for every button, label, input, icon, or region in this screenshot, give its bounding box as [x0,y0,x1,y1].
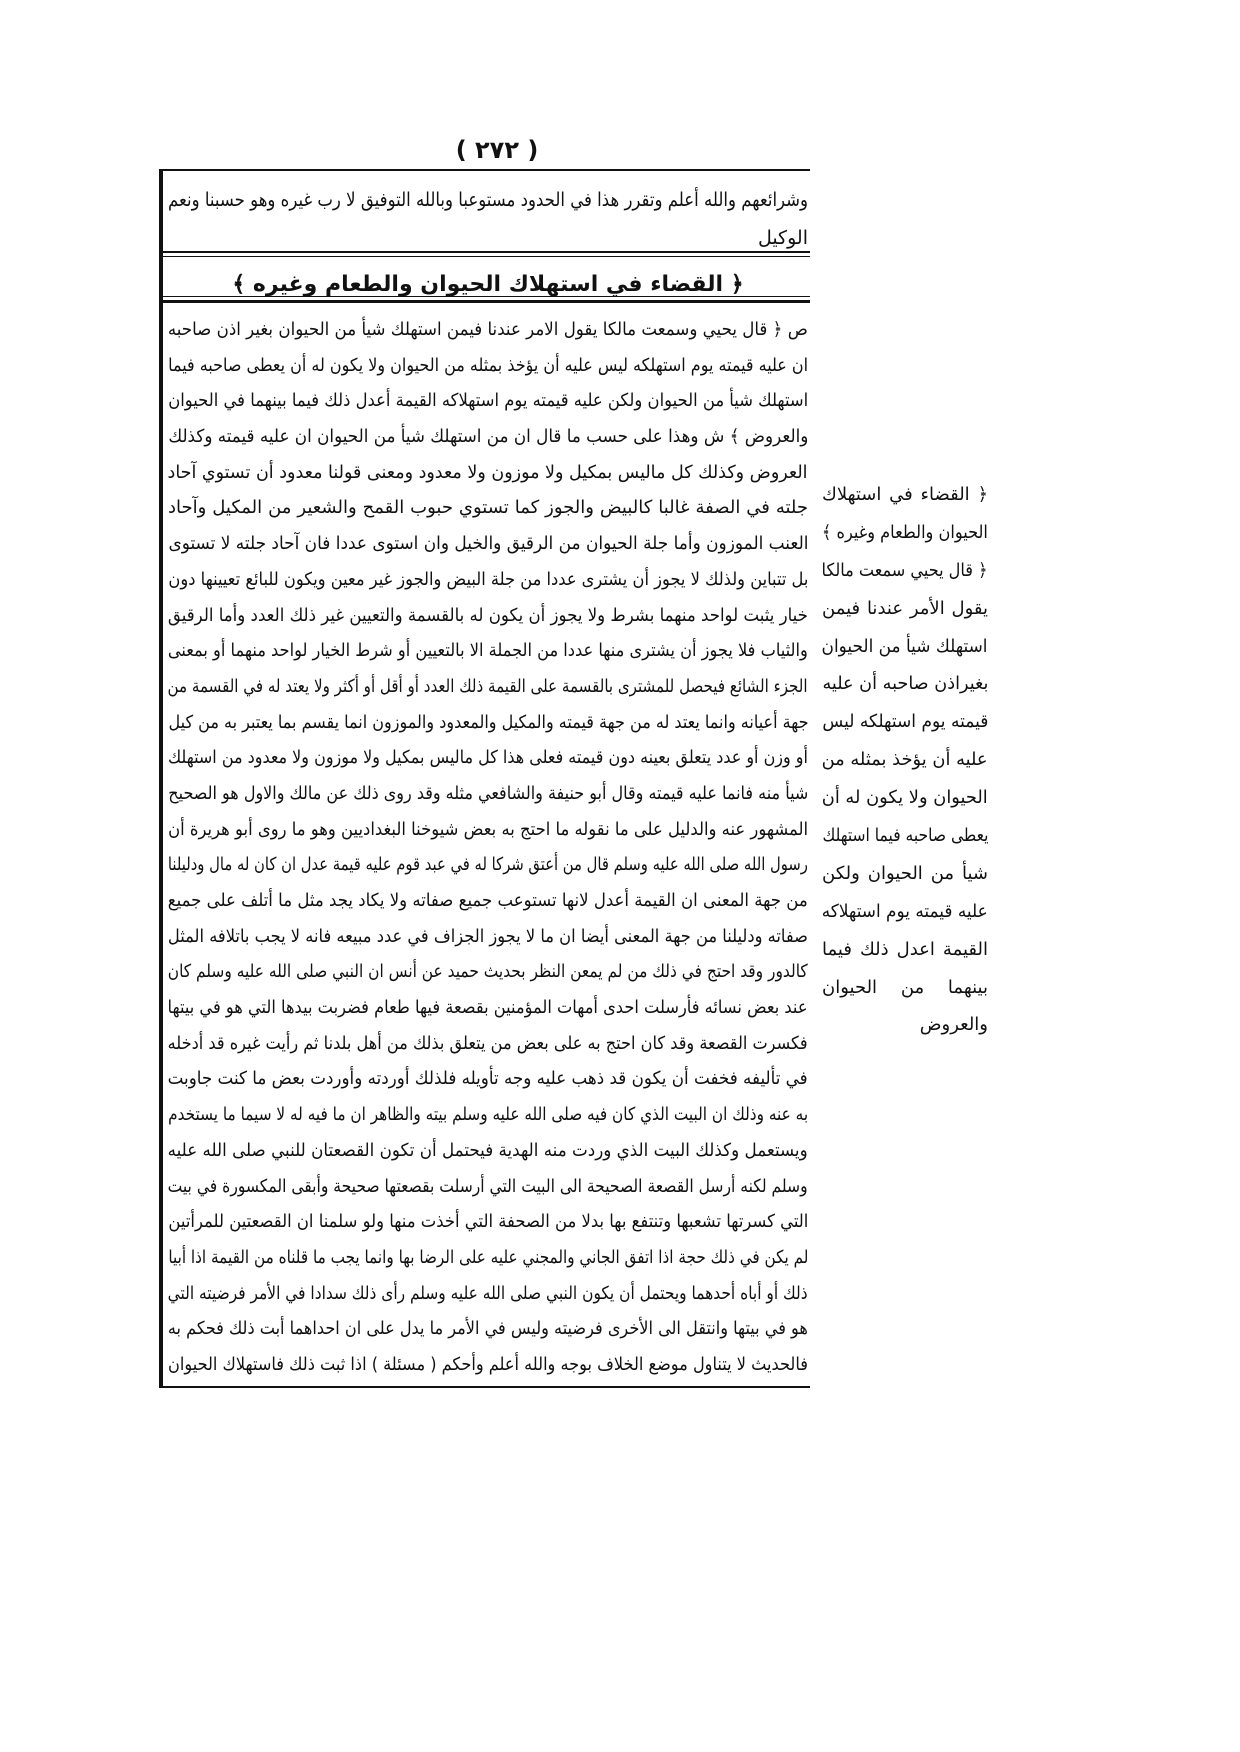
body-line-text: ان عليه قيمته يوم استهلكه ليس عليه أن يؤخذ بمثله من الحيوان ولا يكون له أن يعطى صاحبه فيما [168,354,808,376]
margin-note-line [822,628,988,666]
margin-note-text: يقول الأمر عندنا فيمن [822,597,988,619]
margin-note-text: عليه أن يؤخذ بمثله من [822,749,988,771]
body-line-text: فالحديث لا يتناول موضع الخلاف بوجه والله أعلم وأحكم ( مسئلة ) اذا ثبت ذلك فاستهلاك الحيوان [168,1353,808,1375]
margin-note-line [822,703,988,741]
body-line-text: العنب الموزون وأما جلة الحيوان من الرقيق والخيل وان استوى عددا فان آحاد جلته لا تستوى [168,533,808,555]
body-line [168,348,808,384]
body-line-text: خيار يثبت لواحد منهما بشرط ولا يجوز أن يكون له بالقسمة والتعيين غير ذلك العدد وأما الرقيق [168,604,808,626]
margin-note-line [822,590,988,628]
body-line-text: جهة أعيانه وانما يعتد له من جهة قيمته والمكيل والمعدود والموزون انما يقسم بما يعتبر به من كيل [168,711,808,733]
body-line-text: بل تتباين ولذلك لا يجوز أن يشترى عددا من جلة البيض والجوز غير معين ويكون للبائع تعيينها دون [168,568,808,590]
intro-paragraph [168,181,808,257]
body-line-text: العروض وكذلك كل ماليس بمكيل ولا موزون ولا معدود ومعنى قولنا معدود أن تستوي آحاد [168,461,808,483]
body-line-text: استهلك شيأ من الحيوان ولكن عليه قيمته يوم استهلاكه القيمة أعدل ذلك فيما بينهما في الحيوان [168,390,808,412]
margin-note-line [822,476,988,514]
margin-note-text: الحيوان ولا يكون له أن [822,787,988,809]
margin-note-line [822,855,988,893]
intro-line-text: الوكيل [757,227,808,249]
body-line [168,312,808,348]
margin-note-text: بغيراذن صاحبه أن عليه [822,673,988,695]
body-line-text: جلته في الصفة غالبا كالبيض والجوز كما تستوي حبوب القمح والشعير من المكيل وآحاد [168,497,808,519]
body-line-text: شيأ منه فانما عليه قيمته وقال أبو حنيفة والشافعي مثله وقد روى ذلك عن مالك والاول هو الصحيح [168,782,808,804]
body-line-text: والثياب فلا يجوز أن يشترى منها عددا من الجملة الا بالتعيين أو شرط الخيار لواحد منهما أو بمعنى [168,640,808,662]
margin-notes [822,476,988,1044]
margin-note-line [822,969,988,1007]
margin-note-text: ﴿ القضاء في استهلاك [822,484,988,505]
margin-note-text: القيمة اعدل ذلك فيما [822,938,988,960]
body-line [168,954,808,990]
body-line-text: التي كسرتها تشعبها وتنتفع بها بدلا من الصحفة التي أخذت منها ولو سلمنا ان القصعتين للمرأتين [168,1211,808,1233]
body-line [168,1311,808,1347]
intro-line [168,219,808,257]
body-line-text: فكسرت القصعة وقد كان احتج به على بعض من يتعلق بذلك من أهل بلدنا ثم رأيت غيره قد أدخله [168,1032,808,1054]
body-line-text: به عنه وذلك ان البيت الذي كان فيه صلى الله عليه وسلم بيته والظاهر ان ما فيه له لا سيما ما يستخدم [168,1104,808,1126]
body-line-text: أو وزن أو عدد يتعلق بعينه دون قيمته فعلى هذا كل ماليس بمكيل ولا موزون ولا معدود من استهلك [168,747,808,769]
margin-note-line [822,893,988,931]
body-line-text: من جهة المعنى ان القيمة أعدل لانها تستوعب جميع صفاته ولا يكاد يجد مثل ما أتلف على جميع [168,890,808,911]
body-line-text: لم يكن في ذلك حجة اذا اتفق الجاني والمجني عليه على الرضا بها وانما يجب ما قلناه من القيمة اذا أبيا [168,1246,808,1268]
margin-note-text: عليه قيمته يوم استهلاكه [822,900,988,922]
margin-note-text: الحيوان والطعام وغيره ﴾ [822,521,988,543]
body-line [168,490,808,526]
margin-note-line [822,1006,988,1044]
margin-note-line [822,514,988,552]
body-line-text: وسلم لكنه أرسل القصعة الصحيحة الى البيت التي أرسلت بقصعتها صحيحة وأبقى المكسورة في بيت [168,1175,808,1197]
margin-note-text: استهلك شيأ من الحيوان [822,635,988,657]
body-line-text: كالدور وقد احتج في ذلك من لم يمعن النظر بحديث حميد عن أنس ان النبي صلى الله عليه وسلم كان [168,961,808,983]
body-line-text: ويستعمل وكذلك البيت الذي وردت منه الهدية فيحتمل أن تكون القصعتان للنبي صلى الله عليه [168,1139,808,1161]
body-line [168,383,808,419]
margin-note-line [822,665,988,703]
margin-note-line [822,817,988,855]
body-line-text: هو في بيتها وانتقل الى الأخرى فرضيته وليس في الأمر ما يدل على ان احداهما أبت ذلك فحكم به [168,1318,808,1340]
body-line [168,919,808,955]
body-text [168,312,808,1383]
body-line [168,598,808,634]
body-line [168,1276,808,1312]
body-line-text: عند بعض نسائه فأرسلت احدى أمهات المؤمنين بقصعة فيها طعام فضربت بيدها التي هو في بيتها [168,997,808,1019]
margin-note-text: ﴿ قال يحيي سمعت مالكا [822,559,988,581]
page-number: ( ٢٧٢ ) [455,136,539,164]
body-line-text: في تأليفه فخفت أن يكون قد ذهب عليه وجه تأويله فلذلك أوردته وأوردت بعض ما كنت جاوبت [168,1068,808,1090]
intro-line-text: وشرائعهم والله أعلم وتقرر هذا في الحدود مستوعبا وبالله التوفيق لا رب غيره وهو حسبنا ونعم [168,189,808,211]
body-line [168,705,808,741]
body-line [168,883,808,919]
margin-note-line [822,552,988,590]
body-line-text: صفاته ودليلنا من جهة المعنى أيضا ان ما لا يجوز الجزاف في عدد مبيعه فانه لا يجب باتلافه المثل [168,925,808,947]
margin-note-text: قيمته يوم استهلكه ليس [822,711,988,733]
margin-note-text: والعروض [919,1014,988,1036]
body-line-text: رسول الله صلى الله عليه وسلم قال من أعتق شركا له في عبد قوم عليه قيمة عدل ان كان له مال ودليلنا [168,854,808,876]
body-line-text: والعروض ﴾ ش وهذا على حسب ما قال ان من استهلك شيأ من الحيوان ان عليه قيمته وكذلك [168,426,808,448]
body-line [168,776,808,812]
body-line [168,455,808,491]
body-line [168,990,808,1026]
body-line-text: ص ﴿ قال يحيي وسمعت مالكا يقول الامر عندنا فيمن استهلك شيأ من الحيوان بغير اذن صاحبه [168,319,808,340]
section-heading: ﴿ القضاء في استهلاك الحيوان والطعام وغيره ﴾ [232,272,744,297]
body-line-text: ذلك أو أباه أحدهما ويحتمل أن يكون النبي صلى الله عليه وسلم رأى ذلك سدادا في الأمر فرضيته التي [168,1282,808,1304]
body-line [168,847,808,883]
body-line [168,419,808,455]
body-line [168,1204,808,1240]
body-line-text: المشهور عنه والدليل على ما نقوله ما احتج به بعض شيوخنا البغداديين وهو ما روى أبو هريرة أن [168,818,808,840]
body-line [168,1026,808,1062]
body-line [168,562,808,598]
body-line [168,669,808,705]
margin-note-line [822,779,988,817]
body-line [168,633,808,669]
margin-note-text: يعطى صاحبه فيما استهلك [822,825,988,847]
body-line [168,1061,808,1097]
body-line-text: الجزء الشائع فيحصل للمشترى بالقسمة على القيمة ذلك العدد أو أقل أو أكثر ولا يعتد له في القسمة من [168,675,808,697]
margin-note-line [822,931,988,969]
margin-note-text: شيأ من الحيوان ولكن [822,862,988,884]
margin-note-text: بينهما من الحيوان [822,976,988,998]
bottom-rule [159,1386,810,1388]
body-line [168,812,808,848]
top-rule [159,169,810,171]
body-line [168,1169,808,1205]
body-line [168,740,808,776]
body-line [168,526,808,562]
intro-line [168,181,808,219]
body-line [168,1240,808,1276]
body-line [168,1133,808,1169]
margin-note-line [822,741,988,779]
body-line [168,1347,808,1383]
body-line [168,1097,808,1133]
